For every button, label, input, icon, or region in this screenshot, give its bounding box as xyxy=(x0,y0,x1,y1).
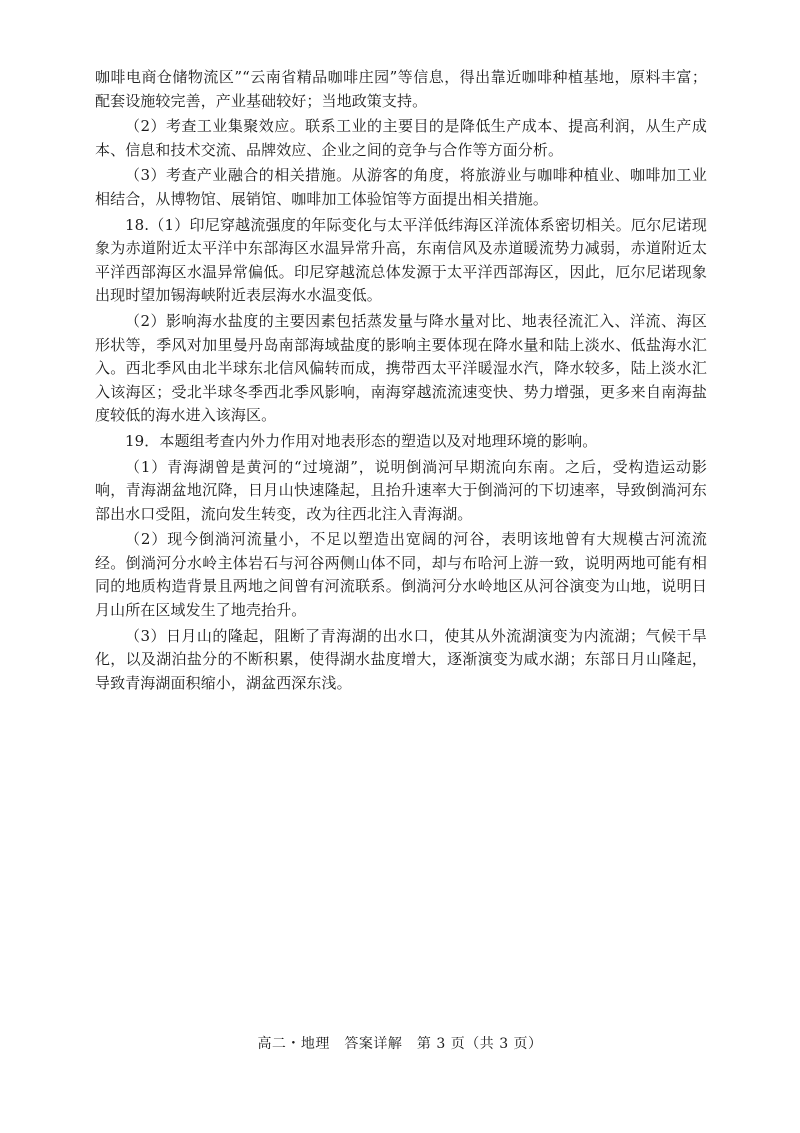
paragraph-2: （2）考查工业集聚效应。联系工业的主要目的是降低生产成本、提高利润，从生产成本、信息和技术交流、品牌效应、企业之间的竞争与合作等方面分析。 xyxy=(95,117,707,159)
paragraph-7: （1）青海湖曾是黄河的“过境湖”，说明倒淌河早期流向东南。之后，受构造运动影响，青海湖盆地沉降，日月山快速隆起，且抬升速率大于倒淌河的下切速率，导致倒淌河东部出水口受阻，流向发生转变，改为往西北注入青海湖。 xyxy=(95,457,707,523)
page-footer: 高二・地理 答案详解 第 3 页（共 3 页） xyxy=(257,1036,543,1052)
paragraph-3: （3）考查产业融合的相关措施。从游客的角度，将旅游业与咖啡种植业、咖啡加工业相结合，从博物馆、展销馆、咖啡加工体验馆等方面提出相关措施。 xyxy=(95,166,707,208)
paragraph-1: 咖啡电商仓储物流区”“云南省精品咖啡庄园”等信息，得出靠近咖啡种植基地，原料丰富；配套设施较完善，产业基础较好；当地政策支持。 xyxy=(95,68,707,110)
document-body xyxy=(95,66,707,697)
paragraph-4: 18.（1）印尼穿越流强度的年际变化与太平洋低纬海区洋流体系密切相关。厄尔尼诺现象为赤道附近太平洋中东部海区水温异常升高，东南信风及赤道暖流势力减弱，赤道附近太平洋西部海区水温异常偏低。印尼穿越流总体发源于太平洋西部海区，因此，厄尔尼诺现象出现时望加锡海峡附近表层海水水温变低。 xyxy=(95,215,707,305)
paragraph-5: （2）影响海水盐度的主要因素包括蒸发量与降水量对比、地表径流汇入、洋流、海区形状等，季风对加里曼丹岛南部海域盐度的影响主要体现在降水量和陆上淡水、低盐海水汇入。西北季风由北半球东北信风偏转而成，携带西太平洋暖湿水汽，降水较多，陆上淡水汇入该海区；受北半球冬季西北季风影响，南海穿越流流速变快、势力增强，更多来自南海盐度较低的海水进入该海区。 xyxy=(95,311,707,425)
paragraph-6: 19．本题组考查内外力作用对地表形态的塑造以及对地理环境的影响。 xyxy=(125,431,598,450)
paragraph-9: （3）日月山的隆起，阻断了青海湖的出水口，使其从外流湖演变为内流湖；气候干旱化，以及湖泊盐分的不断积累，使得湖水盐度增大，逐渐演变为咸水湖；东部日月山隆起，导致青海湖面积缩小，湖盆西深东浅。 xyxy=(95,626,707,692)
paragraph-8: （2）现今倒淌河流量小，不足以塑造出宽阔的河谷，表明该地曾有大规模古河流流经。倒淌河分水岭主体岩石与河谷两侧山体不同，却与布哈河上游一致，说明两地可能有相同的地质构造背景且两地之间曾有河流联系。倒淌河分水岭地区从河谷演变为山地，说明日月山所在区域发生了地壳抬升。 xyxy=(95,530,707,620)
